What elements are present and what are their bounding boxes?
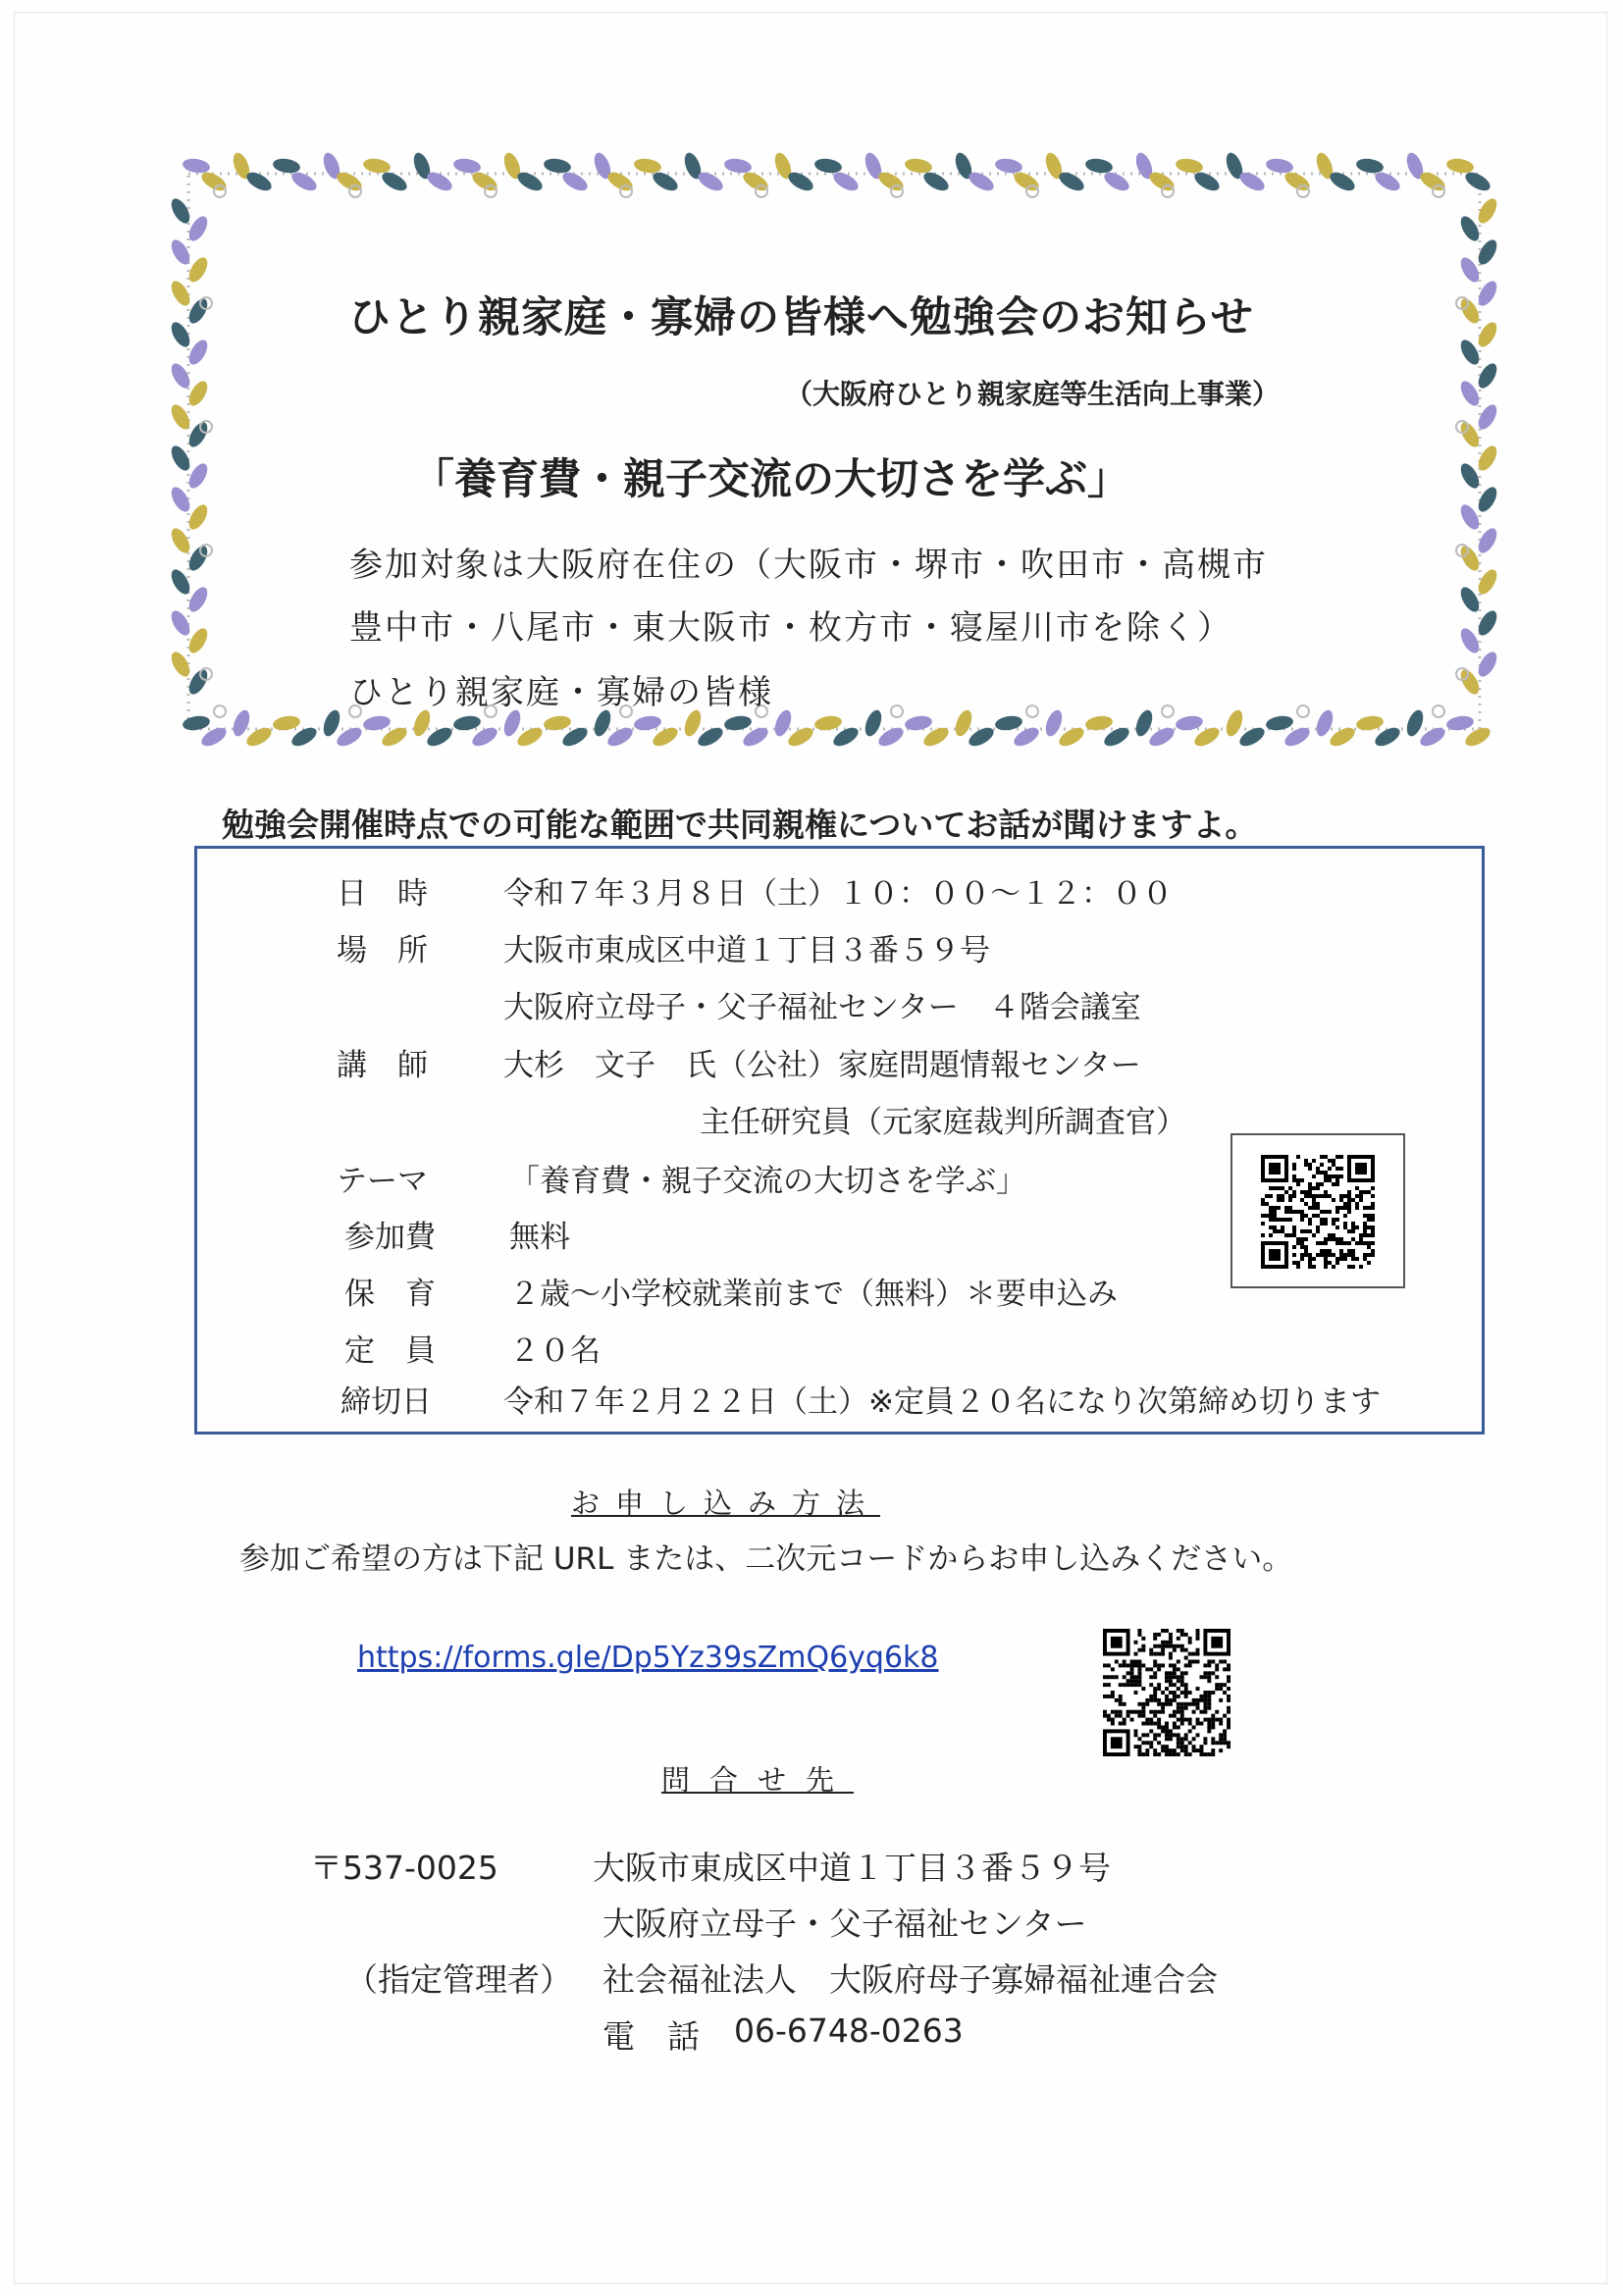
target-line-1: 参加対象は大阪府在住の（大阪市・堺市・吹田市・高槻市 — [349, 546, 1268, 585]
date-value: 令和７年３月８日（土）１０：００～１２：００ — [503, 876, 1173, 912]
postal-code: 〒537-0025 — [310, 1849, 498, 1887]
capacity-label: 定 員 — [344, 1333, 436, 1369]
phone-label: 電 話 — [602, 2017, 700, 2056]
contact-heading: 問合せ先 — [661, 1763, 855, 1797]
qr-code-icon[interactable] — [1261, 1155, 1375, 1269]
lecturer-value-2: 主任研究員（元家庭裁判所調査官） — [700, 1105, 1186, 1140]
date-label: 日 時 — [337, 876, 428, 912]
place-label: 場 所 — [337, 933, 428, 968]
manager-label: （指定管理者） — [345, 1960, 572, 1999]
contact-center-name: 大阪府立母子・父子福祉センター — [602, 1905, 1087, 1943]
deadline-label: 締切日 — [340, 1384, 432, 1420]
application-qr-code-icon[interactable] — [1103, 1629, 1230, 1756]
manager-name: 社会福祉法人 大阪府母子寡婦福祉連合会 — [602, 1960, 1218, 1999]
theme-value: 「養育費・親子交流の大切さを学ぶ」 — [509, 1164, 1026, 1199]
target-line-2: 豊中市・八尾市・東大阪市・枚方市・寝屋川市を除く） — [349, 608, 1232, 648]
lecturer-value-1: 大杉 文子 氏（公社）家庭問題情報センター — [503, 1048, 1141, 1083]
lecturer-label: 講 師 — [337, 1048, 428, 1083]
fee-label: 参加費 — [344, 1220, 436, 1255]
apply-heading: お申し込み方法 — [571, 1487, 881, 1520]
childcare-label: 保 育 — [344, 1277, 436, 1312]
theme-heading: 「養育費・親子交流の大切さを学ぶ」 — [412, 455, 1129, 504]
theme-label: テーマ — [337, 1164, 428, 1199]
qr-code-box — [1230, 1133, 1405, 1288]
contact-address: 大阪市東成区中道１丁目３番５９号 — [593, 1849, 1111, 1887]
apply-instructions: 参加ご希望の方は下記 URL または、二次元コードからお申し込みください。 — [239, 1541, 1293, 1577]
capacity-value: ２０名 — [509, 1333, 601, 1369]
place-value-2: 大阪府立母子・父子福祉センター ４階会議室 — [503, 990, 1141, 1025]
fee-value: 無料 — [509, 1220, 570, 1255]
event-details-box — [194, 846, 1485, 1435]
childcare-value: ２歳～小学校就業前まで（無料）＊要申込み — [509, 1277, 1118, 1312]
phone-number: 06-6748-0263 — [734, 2011, 964, 2050]
program-subtitle: （大阪府ひとり親家庭等生活向上事業） — [785, 378, 1281, 410]
deadline-value: 令和７年２月２２日（土）※定員２０名になり次第締め切ります — [503, 1384, 1381, 1420]
joint-custody-notice: 勉強会開催時点での可能な範囲で共同親権についてお話が聞けますよ。 — [222, 806, 1258, 844]
page-title: ひとり親家庭・寡婦の皆様へ勉強会のお知らせ — [348, 293, 1254, 342]
place-value-1: 大阪市東成区中道１丁目３番５９号 — [503, 933, 990, 968]
application-form-link[interactable]: https://forms.gle/Dp5Yz39sZmQ6yq6k8 — [357, 1641, 939, 1675]
target-line-3: ひとり親家庭・寡婦の皆様 — [349, 673, 773, 712]
